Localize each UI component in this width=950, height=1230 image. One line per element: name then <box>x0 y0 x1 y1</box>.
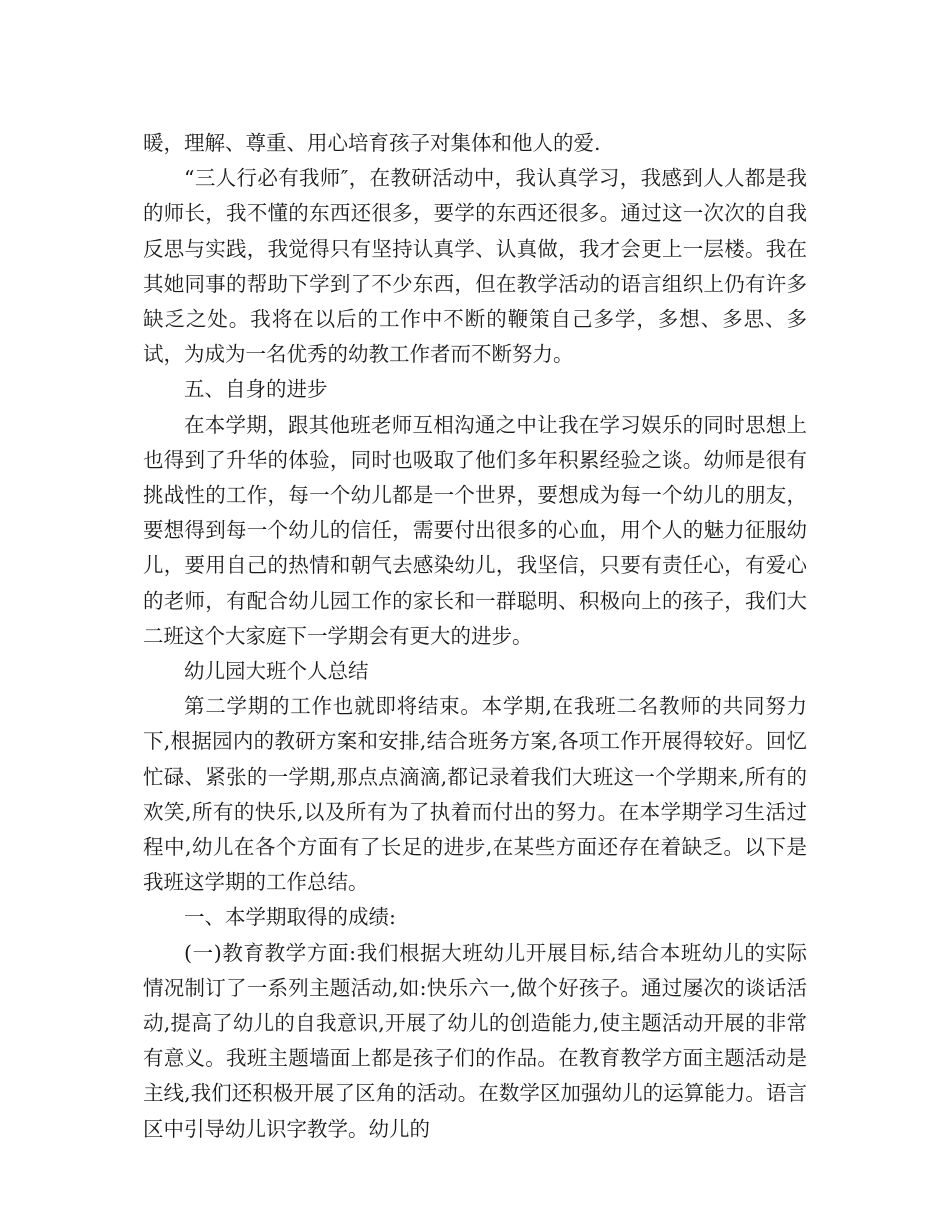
document-body <box>143 126 807 1147</box>
paragraph-education-teaching: (一)教育教学方面:我们根据大班幼儿开展目标,结合本班幼儿的实际情况制订了一系列主题活动,如:快乐六一,做个好孩子。通过屡次的谈话活动,提高了幼儿的自我意识,开展了幼儿的创造能力,使主题活动开展的非常有意义。我班主题墙面上都是孩子们的作品。在教育教学方面主题活动是主线,我们还积极开展了区角的活动。在数学区加强幼儿的运算能力。语言区中引导幼儿识字教学。幼儿的 <box>143 940 807 1141</box>
document-title: 幼儿园大班个人总结 <box>184 659 369 684</box>
paragraph-self-progress: 在本学期，跟其他班老师互相沟通之中让我在学习娱乐的同时思想上也得到了升华的体验，同时也吸取了他们多年积累经验之谈。幼师是很有挑战性的工作，每一个幼儿都是一个世界，要想成为每一个幼儿的朋友，要想得到每一个幼儿的信任，需要付出很多的心血，用个人的魅力征服幼儿，要用自己的热情和朝气去感染幼儿，我坚信，只要有责任心，有爱心的老师，有配合幼儿园工作的家长和一群聪明、积极向上的孩子，我们大二班这个大家庭下一学期会有更大的进步。 <box>143 412 807 648</box>
section-heading-self-progress: 五、自身的进步 <box>184 377 328 402</box>
paragraph-reflection: “三人行必有我师″，在教研活动中，我认真学习，我感到人人都是我的师长，我不懂的东西还很多，要学的东西还很多。通过这一次次的自我反思与实践，我觉得只有坚持认真学、认真做，我才会更上一层楼。我在其她同事的帮助下学到了不少东西，但在教学活动的语言组织上仍有许多缺乏之处。我将在以后的工作中不断的鞭策自己多学，多想、多思、多试，为成为一名优秀的幼教工作者而不断努力。 <box>143 166 807 367</box>
paragraph-continuation: 暖，理解、尊重、用心培育孩子对集体和他人的爱. <box>143 131 601 155</box>
paragraph-introduction: 第二学期的工作也就即将结束。本学期,在我班二名教师的共同努力下,根据园内的教研方案和安排,结合班务方案,各项工作开展得较好。回忆忙碌、紧张的一学期,那点点滴滴,都记录着我们大班这一个学期来,所有的欢笑,所有的快乐,以及所有为了执着而付出的努力。在本学期学习生活过程中,幼儿在各个方面有了长足的进步,在某些方面还存在着缺乏。以下是我班这学期的工作总结。 <box>143 694 807 895</box>
section-heading-achievements: 一、本学期取得的成绩: <box>184 905 396 930</box>
